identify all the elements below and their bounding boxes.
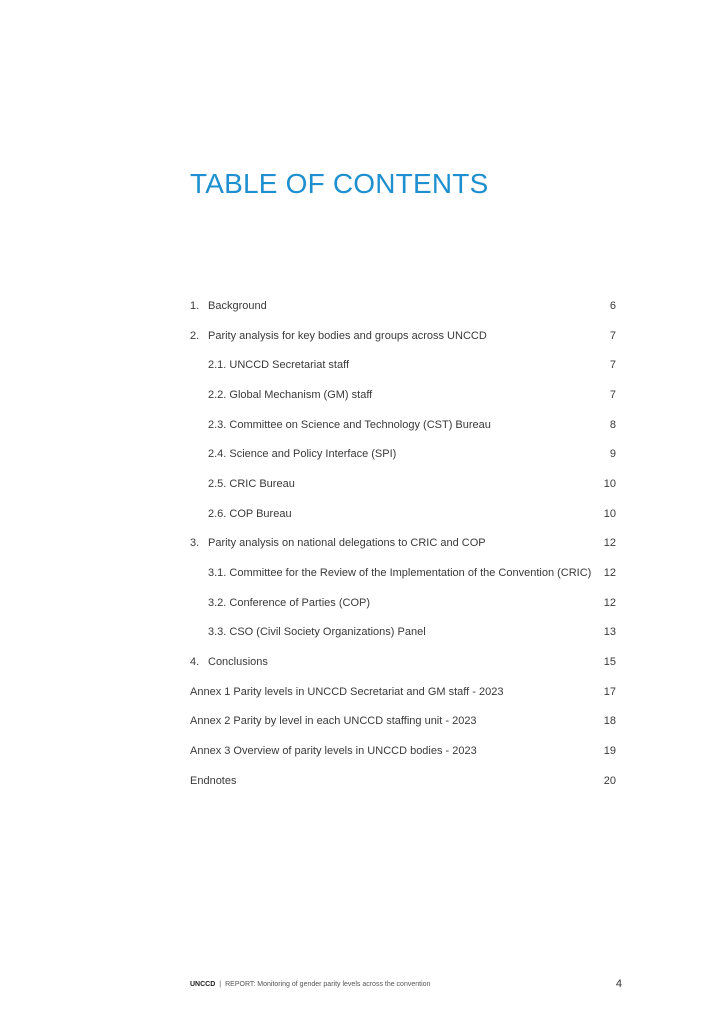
toc-entry[interactable] bbox=[190, 380, 616, 410]
toc-entry[interactable] bbox=[190, 321, 616, 351]
toc-entry[interactable] bbox=[190, 588, 616, 618]
toc-entry-page: 13 bbox=[603, 626, 616, 639]
toc-entry-page: 10 bbox=[603, 507, 616, 520]
toc-entry[interactable] bbox=[190, 529, 616, 559]
toc-entry-label: Annex 1 Parity levels in UNCCD Secretariat and GM staff - 2023 bbox=[190, 685, 504, 698]
toc-entry-page: 8 bbox=[609, 418, 616, 431]
toc-entry-number: 1. bbox=[190, 299, 200, 312]
toc-entry-label: 2.3. Committee on Science and Technology (CST) Bureau bbox=[208, 418, 491, 431]
toc-entry-page: 7 bbox=[609, 329, 616, 342]
toc-entry-number: 3. bbox=[190, 537, 200, 550]
toc-entry[interactable] bbox=[190, 291, 616, 321]
toc-entry-label: 2.6. COP Bureau bbox=[208, 507, 292, 520]
toc-entry-label: Conclusions bbox=[208, 656, 268, 669]
toc-entry-page: 12 bbox=[603, 537, 616, 550]
toc-entry[interactable] bbox=[190, 499, 616, 529]
toc-entry-page: 7 bbox=[609, 359, 616, 372]
toc-entry-label: 2.2. Global Mechanism (GM) staff bbox=[208, 388, 373, 401]
toc-entry-label: Annex 3 Overview of parity levels in UNCCD bodies - 2023 bbox=[190, 745, 477, 758]
toc-entry-page: 19 bbox=[603, 745, 616, 758]
toc-entry-label: Parity analysis for key bodies and groups across UNCCD bbox=[208, 329, 487, 342]
toc-entry-label: 2.5. CRIC Bureau bbox=[208, 477, 295, 490]
toc-entry[interactable] bbox=[190, 350, 616, 380]
toc-entry-label: 3.2. Conference of Parties (COP) bbox=[208, 596, 371, 609]
toc-entry-label: 3.1. Committee for the Review of the Implementation of the Convention (CRIC) bbox=[208, 567, 592, 580]
toc-entry-label: Parity analysis on national delegations to CRIC and COP bbox=[208, 537, 486, 550]
page-footer bbox=[190, 978, 622, 990]
toc-entry-page: 6 bbox=[609, 299, 616, 312]
toc-entry-page: 10 bbox=[603, 477, 616, 490]
toc-entry[interactable] bbox=[190, 618, 616, 648]
toc-title: TABLE OF CONTENTS bbox=[190, 168, 489, 199]
toc-entry-page: 20 bbox=[603, 774, 616, 787]
toc-entry-page: 17 bbox=[603, 685, 616, 698]
toc-entry-page: 15 bbox=[603, 656, 616, 669]
toc-entry[interactable] bbox=[190, 558, 616, 588]
toc-entry[interactable] bbox=[190, 469, 616, 499]
toc-entry-label: 3.3. CSO (Civil Society Organizations) Panel bbox=[208, 626, 426, 639]
toc-entry[interactable] bbox=[190, 647, 616, 677]
toc-entry[interactable] bbox=[190, 677, 616, 707]
toc-entry-number: 4. bbox=[190, 656, 200, 669]
footer-brand: UNCCD bbox=[190, 980, 216, 988]
toc-entry-label: Background bbox=[208, 299, 267, 312]
toc-entry-page: 12 bbox=[603, 596, 616, 609]
toc-entry[interactable] bbox=[190, 707, 616, 737]
footer-page-number: 4 bbox=[615, 978, 622, 990]
toc-entry-label: Annex 2 Parity by level in each UNCCD staffing unit - 2023 bbox=[190, 715, 477, 728]
toc-entry[interactable] bbox=[190, 439, 616, 469]
footer-report-title: REPORT: Monitoring of gender parity levels across the convention bbox=[225, 980, 431, 988]
toc-entry-page: 18 bbox=[603, 715, 616, 728]
toc-entry[interactable] bbox=[190, 766, 616, 796]
toc-entry-label: 2.4. Science and Policy Interface (SPI) bbox=[208, 448, 397, 461]
toc-list bbox=[190, 291, 616, 796]
toc-entry-label: Endnotes bbox=[190, 774, 237, 787]
toc-entry-page: 12 bbox=[603, 567, 616, 580]
toc-entry-number: 2. bbox=[190, 329, 200, 342]
toc-entry-label: 2.1. UNCCD Secretariat staff bbox=[208, 359, 350, 372]
toc-entry-page: 9 bbox=[609, 448, 616, 461]
toc-entry[interactable] bbox=[190, 736, 616, 766]
toc-entry[interactable] bbox=[190, 410, 616, 440]
footer-separator: | bbox=[219, 980, 222, 988]
toc-entry-page: 7 bbox=[609, 388, 616, 401]
